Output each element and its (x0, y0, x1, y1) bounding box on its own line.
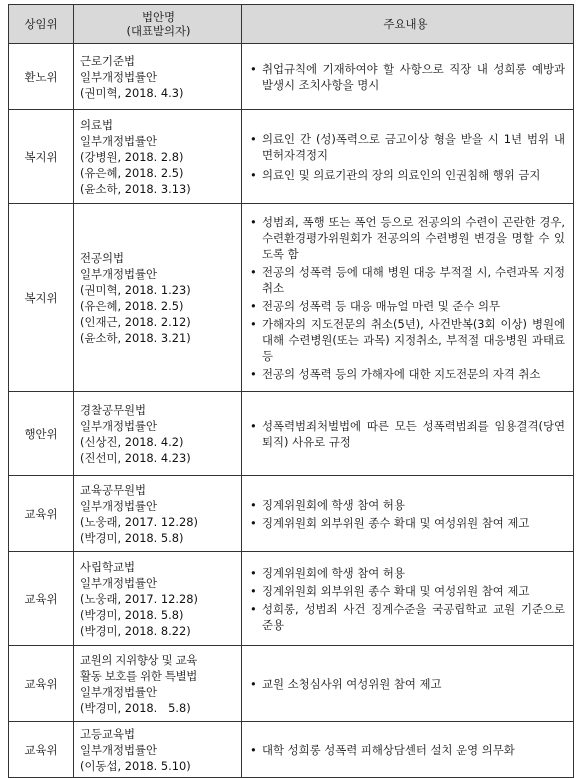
table-row (9, 110, 574, 204)
bill-cell (74, 722, 242, 778)
committee-cell: 환노위 (9, 44, 74, 110)
content-point: • 전공의 성폭력 등에 대해 병원 대응 부적절 시, 수련과목 지정취소 (246, 264, 565, 296)
content-point: • 전공의 성폭력 등의 가해자에 대한 지도전문의 자격 취소 (246, 366, 565, 382)
table-row (9, 722, 574, 778)
bill-line: 일부개정법률안 (80, 266, 158, 281)
bill-line: 교원의 지위향상 및 교육 (80, 652, 197, 667)
content-point: • 전공의 성폭력 등 대응 매뉴얼 마련 및 준수 의무 (246, 298, 565, 314)
content-cell (242, 392, 574, 476)
content-point: • 성폭력범죄처벌법에 따른 모든 성폭력범죄를 임용결격(당연퇴직) 사유로 규정 (246, 418, 565, 450)
bill-line: 일부개정법률안 (80, 69, 158, 84)
bill-line: 일부개정법률안 (80, 498, 158, 513)
committee-cell: 교육위 (9, 552, 74, 646)
content-cell (242, 646, 574, 722)
header-row (9, 5, 574, 44)
bill-line: (권미혁, 2018. 1.23) (80, 282, 191, 297)
content-point: • 성범죄, 폭행 또는 폭언 등으로 전공의의 수련이 곤란한 경우, 수련환경평가위원회가 전공의의 수련병원 변경을 명할 수 있도록 함 (246, 214, 565, 262)
committee-cell: 복지위 (9, 204, 74, 392)
content-cell (242, 110, 574, 204)
bill-line: 의료법 (80, 117, 114, 132)
content-point: • 징계위원회 외부위원 종수 확대 및 여성위원 참여 제고 (246, 515, 565, 531)
content-point: • 취업규칙에 기재하여야 할 사항으로 직장 내 성희롱 예방과 발생시 조치사항을 명시 (246, 61, 565, 93)
bill-line: 교육공무원법 (80, 482, 147, 497)
committee-cell: 교육위 (9, 646, 74, 722)
content-point: • 징계위원회에 학생 참여 허용 (246, 565, 565, 581)
header-bill-line2: (대표발의자) (126, 24, 191, 38)
table-row (9, 204, 574, 392)
committee-cell: 복지위 (9, 110, 74, 204)
content-point: • 교원 소청심사위 여성위원 참여 제고 (246, 676, 565, 692)
bill-line: 일부개정법률안 (80, 418, 158, 433)
bill-line: (유은혜, 2018. 2.5) (80, 165, 184, 180)
bill-line: 활동 보호를 위한 특별법 (80, 668, 197, 683)
bill-line: 전공의법 (80, 250, 125, 265)
bill-line: 사립학교법 (80, 559, 136, 574)
bill-line: (이동섭, 2018. 5.10) (80, 758, 191, 773)
header-bill (74, 5, 242, 44)
bill-line: (박경미, 2018. 5.8) (80, 700, 191, 715)
committee-cell: 교육위 (9, 722, 74, 778)
content-point: • 성희롱, 성범죄 사건 징계수준을 국공립학교 교원 기준으로 준용 (246, 601, 565, 633)
bill-line: (유은혜, 2018. 2.5) (80, 298, 184, 313)
content-cell (242, 476, 574, 552)
content-point: • 징계위원회에 학생 참여 허용 (246, 497, 565, 513)
content-point: • 의료인 간 (성)폭력으로 금고이상 형을 받을 시 1년 범위 내 면허자격정지 (246, 131, 565, 163)
header-committee: 상임위 (9, 5, 74, 44)
committee-cell: 교육위 (9, 476, 74, 552)
bill-line: (박경미, 2018. 5.8) (80, 530, 184, 545)
bill-line: 일부개정법률안 (80, 133, 158, 148)
content-point: • 징계위원회 외부위원 종수 확대 및 여성위원 참여 제고 (246, 583, 565, 599)
bill-line: (권미혁, 2018. 4.3) (80, 85, 184, 100)
bill-line: 경찰공무원법 (80, 402, 147, 417)
header-content: 주요내용 (242, 5, 574, 44)
bill-line: 일부개정법률안 (80, 575, 158, 590)
bill-line: (노웅래, 2017. 12.28) (80, 514, 198, 529)
bill-line: (윤소하, 2018. 3.13) (80, 181, 191, 196)
content-point: • 대학 성희롱 성폭력 피해상담센터 설치 운영 의무화 (246, 742, 565, 758)
table-row (9, 476, 574, 552)
content-cell (242, 552, 574, 646)
bill-line: 일부개정법률안 (80, 742, 158, 757)
bill-cell (74, 646, 242, 722)
bill-line: (인재근, 2018. 2.12) (80, 314, 191, 329)
bill-line: (강병원, 2018. 2.8) (80, 149, 184, 164)
bill-cell (74, 476, 242, 552)
bill-line: (박경미, 2018. 8.22) (80, 623, 191, 638)
bill-line: (윤소하, 2018. 3.21) (80, 330, 191, 345)
header-bill-line1: 법안명 (141, 10, 175, 24)
bill-line: (노웅래, 2017. 12.28) (80, 591, 198, 606)
content-point: • 의료인 및 의료기관의 장의 의료인의 인권침해 행위 금지 (246, 167, 565, 183)
bill-cell (74, 204, 242, 392)
table-row (9, 44, 574, 110)
bill-cell (74, 552, 242, 646)
bill-line: 근로기준법 (80, 53, 136, 68)
bill-line: 일부개정법률안 (80, 684, 158, 699)
committee-cell: 행안위 (9, 392, 74, 476)
content-cell (242, 204, 574, 392)
bill-cell (74, 44, 242, 110)
bill-table (8, 4, 574, 778)
content-cell (242, 44, 574, 110)
bill-line: (박경미, 2018. 5.8) (80, 607, 184, 622)
table-row (9, 392, 574, 476)
bill-line: (진선미, 2018. 4.23) (80, 450, 191, 465)
table-row (9, 552, 574, 646)
bill-cell (74, 392, 242, 476)
content-point: • 가해자의 지도전문의 취소(5년), 사건반복(3회 이상) 병원에 대해 수련병원(또는 과목) 지정취소, 부적절 대응병원 과태료 등 (246, 316, 565, 364)
table-row (9, 646, 574, 722)
bill-line: 고등교육법 (80, 726, 136, 741)
bill-cell (74, 110, 242, 204)
bill-line: (신상진, 2018. 4.2) (80, 434, 184, 449)
content-cell (242, 722, 574, 778)
